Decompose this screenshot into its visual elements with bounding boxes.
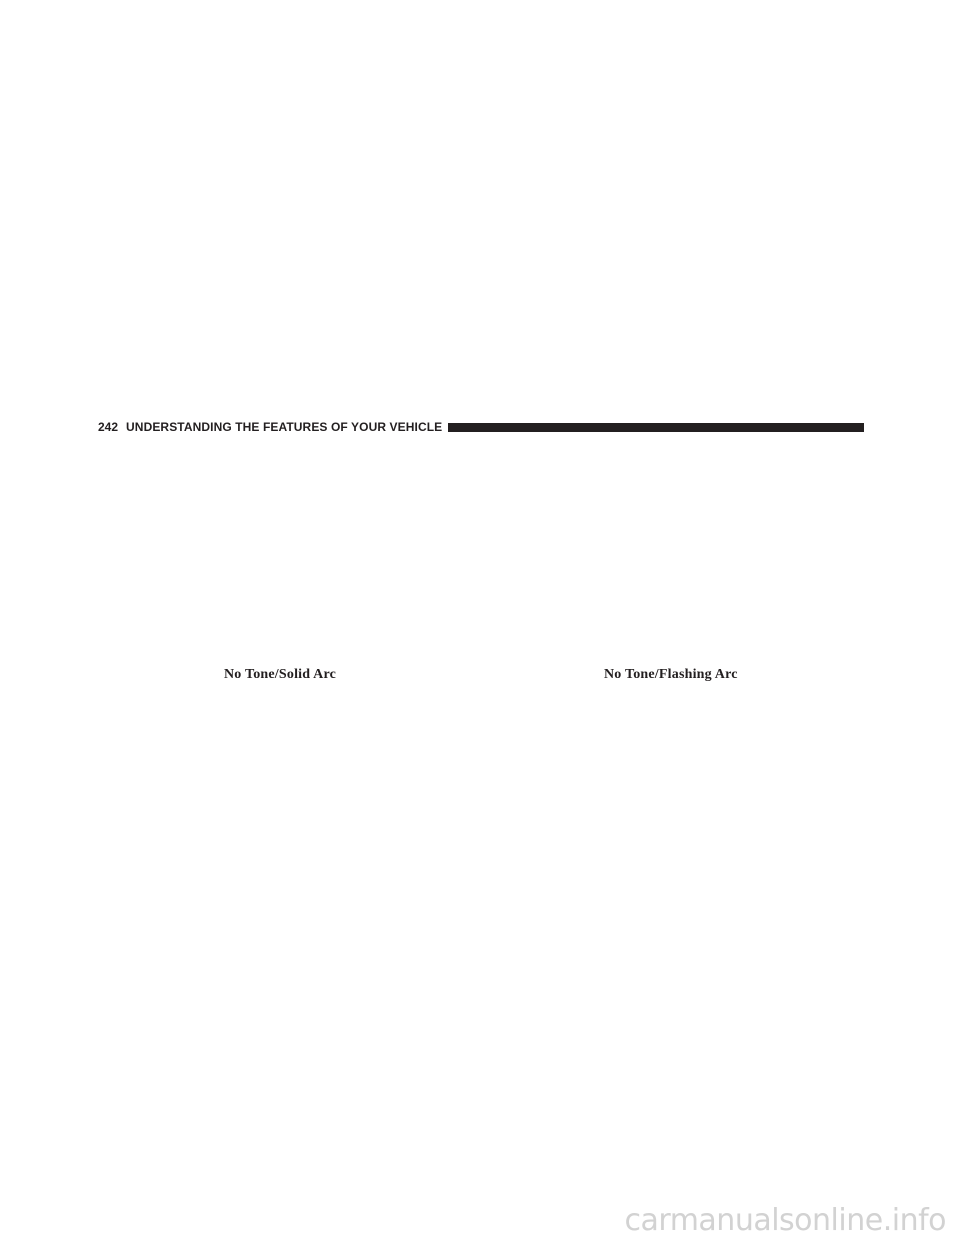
figure-caption-flashing-arc: No Tone/Flashing Arc (604, 667, 738, 682)
watermark: carmanualsonline.info (624, 1203, 946, 1238)
section-title: UNDERSTANDING THE FEATURES OF YOUR VEHICLE (126, 420, 443, 434)
page-number: 242 (98, 420, 119, 434)
figure-caption-solid-arc: No Tone/Solid Arc (224, 667, 337, 682)
header-rule (448, 423, 864, 432)
page-header (98, 419, 864, 435)
